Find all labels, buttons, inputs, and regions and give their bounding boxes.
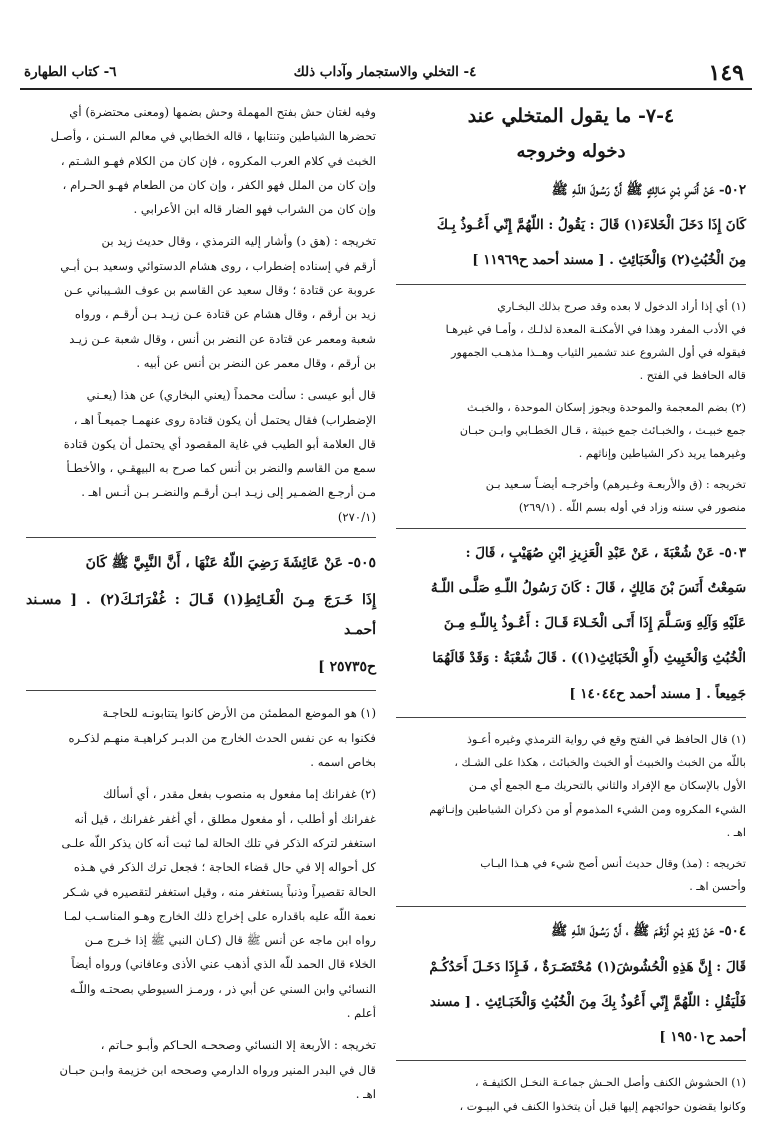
hadith-line: جَمِيعاً . [ مسند أحمد ح١٤٠٤٤ ] — [569, 685, 746, 702]
text-line: رواه ابن ماجه عن أنس ﷺ قال (كـان النبي ﷺ إذا خـرج مـن — [84, 933, 376, 948]
footnote-502-1 — [396, 295, 746, 388]
hadith-divider — [26, 537, 376, 538]
text-line: بن أرقم ، وقال معمر عن النضر بن أنس عن أبيه . — [136, 355, 376, 370]
text-line: قال في البدر المنير ورواه الدارمي وصححه ابن خزيمة وابـن حبـان — [59, 1062, 376, 1077]
footnote-divider — [396, 284, 746, 285]
hadith-line: إِذَا خَـرَجَ مِـنَ الْغَـائِطِ(١) قَـالَ : غُفْرَانَـكَ(٢) . [ مسـند أحمـد — [26, 591, 376, 639]
footnote-divider — [396, 1060, 746, 1061]
text-line: قال أبو عيسى : سألت محمداً (يعني البخاري) عن هذا (يعـني — [86, 388, 376, 403]
text-line: (١) الحشوش الكنف وأصل الحـش جماعـة النخـل الكثيفـة ، — [475, 1076, 746, 1090]
takhrij-502 — [396, 473, 746, 519]
text-line: النسائي وابن السني عن أبي ذر ، ورمـز السيوطي بصحتـه واللّـه — [69, 981, 376, 996]
text-line: قال العلامة أبو الطيب في غاية المقصود أي يحتمل أن يكون قتادة — [63, 436, 376, 451]
page-number: ١٤٩ — [708, 60, 744, 86]
hadith-504 — [396, 917, 746, 1052]
text-line: عروبة عن قتادة ؛ وقال سعيد عن القاسم بن عوف الشـيباني عـن — [64, 283, 376, 298]
text-line: قاله الحافظ في الفتح . — [639, 369, 746, 383]
left-column — [26, 100, 376, 1106]
section-subtitle: دخوله وخروجه — [516, 141, 626, 162]
hadith-divider — [396, 906, 746, 907]
text-line: (٢) غفرانك إما مفعول به منصوب بفعل مقدر ، أي أسألك — [102, 787, 376, 802]
hadith-line: ٥٠٤- عَنْ زَيْدِ بْـنِ أَرْقَـمَ ﷺ ، أَنَّ رَسُـولَ اللّـهِ ﷺ — [551, 923, 746, 940]
text-line: وفيه لغتان حش بفتح المهملة وحش بضمها (ومعنى محتضرة) أي — [69, 105, 376, 119]
text-line: الخبث في كلام العرب المكروه ، فإن كان من الكلام فهـو الشـتم ، — [60, 153, 376, 168]
footnote-505-2 — [26, 782, 376, 1025]
hadith-divider — [396, 528, 746, 529]
header-divider — [20, 88, 752, 90]
text-line: تخريجه : الأربعة إلا النسائي وصححـه الحـاكم وأبـو حـاتم ، — [100, 1038, 376, 1053]
hadith-line: مِنَ الْخُبُثِ(٢) وَالْخَبَائِثِ . [ مسند أحمد ح١١٩٦٩ ] — [472, 252, 746, 269]
text-line: غفرانك أو أطلب ، أو مفعول مطلق ، أي أغفر غفرانك ، قيل أنه — [74, 811, 376, 826]
section-title: ٤-٧- ما يقول المتخلي عند — [467, 105, 675, 127]
hadith-line: أحمد ح١٩٥٠١ ] — [659, 1029, 746, 1046]
text-line: (١) قال الحافظ في الفتح وقع في رواية الترمذي وغيره أعـوذ — [467, 732, 746, 746]
text-line: وغيرهما يريد ذكر الشياطين وإناثهم . — [578, 447, 746, 461]
hadith-503 — [396, 539, 746, 709]
footnote-503-1 — [396, 728, 746, 844]
takhrij-505 — [26, 1033, 376, 1106]
text-line: تخريجه : (مذ) وقال حديث أنس أصح شيء في هـذا البـاب — [480, 856, 746, 870]
text-line: كل أحواله إلا في حال قضاء الحاجة ؛ فجعل ترك الذكر في هـذه — [73, 860, 376, 875]
text-line: شعبة ومعمر عن قتادة عن النضر بن أنس ، وقال شعبة عـن زيـد — [69, 331, 376, 346]
hadith-502 — [396, 176, 746, 276]
hadith-line: فَلْيَقُلِ : اللّهُمَّ إِنّي أَعُوذُ بِكَ مِنَ الْخُبُثِ وَالْخَبَـائِثِ . [ مسند — [429, 993, 746, 1010]
text-line: باللّه من الخبث والخبيث أو الخبث والخبائث ، هكذا على الشـك ، — [454, 756, 746, 770]
footnote-divider — [26, 690, 376, 691]
text-line: الإضطراب) فقال يحتمل أن يكون قتادة روى عنهمـا جميعـاً اهـ ، — [73, 412, 376, 427]
hadith-line: ح٢٥٧٣٥ ] — [318, 658, 376, 675]
footnote-504-1 — [396, 1071, 746, 1117]
hadith-line: عَلَيْهِ وَآلِهِ وَسَـلَّمَ إِذَا أَتَـى الْخَـلاءَ قَـالَ : أَعُـوذُ بِاللّـهِ مِـنَ — [443, 615, 746, 632]
hadith-line: قَالَ : إِنَّ هَذِهِ الْحُشُوشَ(١) مُحْتَضَـرَةٌ ، فَـإِذَا دَخَـلَ أَحَدُكُـمْ — [429, 958, 746, 975]
text-line: تحضرها الشياطين وتنتابها ، قاله الخطابي في معالم السـنن ، وأصـل — [50, 129, 376, 144]
right-column — [396, 100, 746, 1118]
text-line: أعلم . — [346, 1005, 376, 1020]
text-line: وإن كان من الملل فهو الكفر ، وإن كان من الطعام فهـو الحـرام ، — [62, 177, 376, 192]
text-line: تخريجه : (هق د) وأشار إليه الترمذي ، وقال حديث زيد بن — [101, 234, 376, 249]
text-line: الحالة تقصيراً وذنباً يستغفر منه ، وقيل استغفر لتقصيره في شـكر — [63, 884, 376, 899]
text-line: (٢) بضم المعجمة والموحدة ويجوز إسكان الموحدة ، والخبـث — [467, 400, 746, 414]
text-line: منصور في سننه وزاد في أوله بسم اللّه . (٢٦٩/١) — [518, 501, 746, 515]
hadith-line: ٥٠٥- عَنْ عَائِشَةَ رَضِيَ اللّهُ عَنْهَا ، أَنَّ النَّبِيَّ ﷺ كَانَ — [85, 555, 376, 572]
text-line: نعمة اللّه عليه باقداره على إخراج ذلك الخارج وهـو المناسـب لمـا — [63, 908, 376, 923]
hadith-line: ٥٠٢- عَنْ أَنَسِ بْـنِ مَـالِكٍ ﷺ أَنَّ رَسُـولَ اللّـهِ ﷺ — [551, 182, 746, 198]
text-line: سمع من القاسم والنضر بن أنس كما صرح به البيهقـي ، والأخطـأ — [66, 461, 376, 476]
text-line: (٢٧٠/١) — [337, 509, 376, 524]
chapter-title: ٤- التخلي والاستجمار وآداب ذلك — [293, 64, 477, 80]
hadith-505 — [26, 548, 376, 682]
text-line: الأول بالإسكان مع الإفراد والثاني بالتحريك مـع الجمع أي مـن — [468, 779, 746, 793]
hadith-line: كَانَ إِذَا دَخَلَ الْخَلاءَ(١) قَالَ : يَقُولُ : اللّهُمَّ إِنّي أَعُـوذُ بِـكَ — [436, 217, 746, 234]
text-line: مـن أرجـع الضمـير إلى زيـد ابـن أرقـم والنضـر بـن أنـس اهـ . — [81, 485, 376, 500]
text-line: وكانوا يقضون حوائجهم إليها قبل أن يتخذوا الكنف في البيـوت ، — [459, 1099, 746, 1113]
text-line: الخلاء قال الحمد للّه الذي أذهب عني الأذى وعافاني) ورواه أيضاً — [71, 957, 376, 972]
text-line: في الأدب المفرد وهذا في الأمكنـة المعدة لذلـك ، وأمـا في غيرهـا — [445, 322, 746, 336]
book-title: ٦- كتاب الطهارة — [24, 64, 117, 80]
footnote-502-2 — [396, 396, 746, 466]
text-line: وأحسن اهـ . — [689, 880, 746, 894]
text-line: (١) أي إذا أراد الدخول لا بعده وقد صرح بذلك البخـاري — [497, 299, 746, 313]
text-line: الشيء المكروه ومن الشيء المذموم أو من ذكران الشياطين وإنـاثهم — [429, 802, 746, 816]
footnote-505-1 — [26, 701, 376, 774]
text-line: اهـ . — [726, 825, 746, 839]
footnote-divider — [396, 717, 746, 718]
takhrij-504 — [26, 229, 376, 375]
takhrij-503 — [396, 852, 746, 898]
text-line: اهـ . — [355, 1086, 376, 1101]
hadith-line: الْخُبُثِ وَالْخَبِيثِ (أَوِ الْخَبَائِثِ(١)) . قَالَ شُعْبَةُ : وَقَدْ قَالَهُمَا — [432, 650, 746, 667]
text-line: زيد بن أرقم ، وقال هشام عن قتادة عـن زيـد بـن أرقـم ، ورواه — [74, 307, 376, 322]
footnote-504-1-continued — [26, 100, 376, 221]
text-line: جمع خبيـث ، والخبـائث جمع خبيثة ، قـال الخطـابي وابـن حبـان — [459, 423, 746, 437]
text-line: تخريجه : (ق والأربعـة وغـيرهم) وأخرجـه أيضـاً سـعيد بـن — [485, 478, 746, 492]
text-line: أرقم في إسناده إضطراب ، روى هشام الدستوائي وسعيد بـن أبـي — [60, 258, 376, 273]
text-line: (١) هو الموضع المطمئن من الأرض كانوا يتتابونـه للحاجـة — [102, 706, 376, 721]
tirmidhi-comment — [26, 383, 376, 529]
hadith-line: سَمِعْتُ أَنَسَ بْنَ مَالِكٍ ، قَالَ : كَانَ رَسُولُ اللّـهِ صَلَّـى اللّـهُ — [430, 579, 746, 596]
text-line: فيقوله في أول الشروع عند تشمير الثياب وهــذا مذهـب الجمهور — [451, 346, 746, 360]
text-line: بخاص اسمه . — [310, 755, 376, 770]
text-line: استغفر لتركه الذكر في تلك الحالة لما ثبت أنه كان يذكر اللّه علـى — [61, 835, 376, 850]
text-line: وإن كان من الشراب فهو الضار قاله ابن الأعرابي . — [133, 202, 376, 217]
text-line: فكنوا به عن نفس الحدث الخارج من الدبـر كراهيـة منهـم لذكـره — [68, 730, 376, 745]
hadith-line: ٥٠٣- عَنْ شُعْبَةَ ، عَنْ عَبْدِ الْعَزِيزِ ابْنِ صُهَيْبٍ ، قَالَ : — [465, 544, 746, 561]
